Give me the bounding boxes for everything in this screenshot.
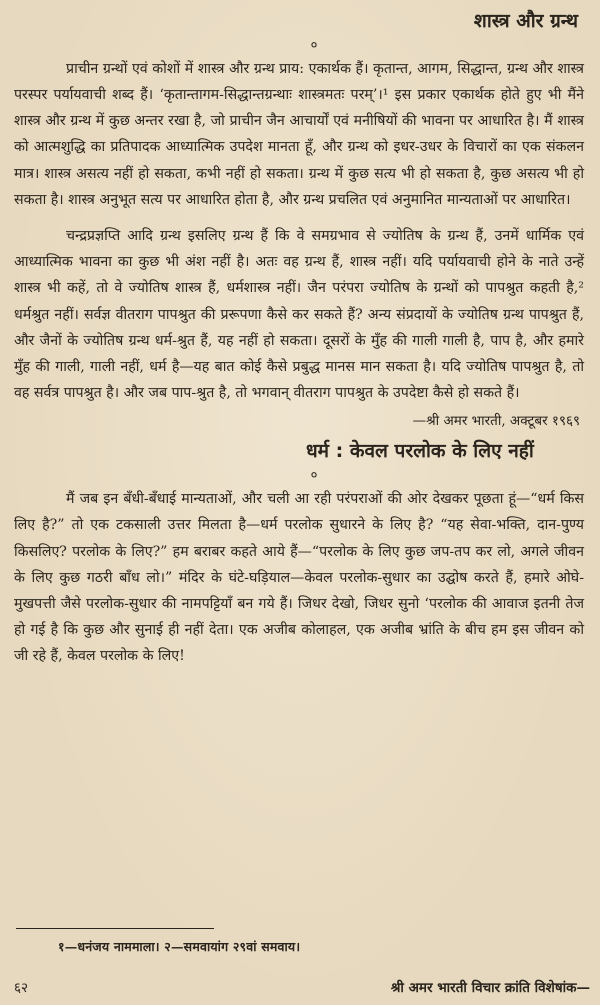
paragraph-3: मैं जब इन बँधी-बँधाई मान्यताओं, और चली आ रही परंपराओं की ओर देखकर पूछता हूं—“धर्म किस लिए है?” तो एक टकसाली उत्तर मिलता है—धर्म परलोक सुधारने के लिए है? “यह सेवा-भक्ति, दान-पुण्य किसलिए? परलोक के लिए?” हम बराबर कहते आये हैं—“परलोक के लिए कुछ जप-तप कर लो, अगले जीवन के लिए कुछ गठरी बाँध लो।” मंदिर के घंटे-घड़ियाल—केवल परलोक-सुधार का उद्घोष करते हैं, हमारे ओघे-मुखपत्ती जैसे परलोक-सुधार की नामपट्टियाँ बन गये हैं। जिधर देखो, जिधर सुनो ‘परलोक की आवाज इतनी तेज हो गई है कि कुछ और सुनाई ही नहीं देता। एक अजीब कोलाहल, एक अजीब भ्रांति के बीच हम इस जीवन को जी रहे हैं, केवल परलोक के लिए!	[14, 491, 584, 665]
paragraph-2: चन्द्रप्रज्ञप्ति आदि ग्रन्थ इसलिए ग्रन्थ हैं कि वे समग्रभाव से ज्योतिष के ग्रन्थ हैं, उनमें धार्मिक एवं आध्यात्मिक भावना का कुछ भी अंश नहीं है। अतः वह ग्रन्थ हैं, शास्त्र नहीं। यदि पर्यायवाची होने के नाते उन्हें शास्त्र भी कहें, तो वे ज्योतिष शास्त्र हैं, धर्मशास्त्र नहीं। जैन परंपरा ज्योतिष के ग्रन्थों को पापश्रुत कहती है,² धर्मश्रुत नहीं। सर्वज्ञ वीतराग पापश्रुत की प्ररूपणा कैसे कर सकते हैं? अन्य संप्रदायों के ज्योतिष ग्रन्थ पापश्रुत हैं, और जैनों के ज्योतिष ग्रन्थ धर्म-श्रुत हैं, यह नहीं हो सकता। दूसरों के मुँह की गाली गाली है, पाप है, और हमारे मुँह की गाली, गाली नहीं, धर्म है—यह बात कोई कैसे प्रबुद्ध मानस मान सकता है। यदि ज्योतिष पापश्रुत है, तो वह सर्वत्र पापश्रुत है। और जब पाप-श्रुत है, तो भगवान् वीतराग पापश्रुत के उपदेष्टा कैसे हो सकते हैं।	[14, 228, 584, 402]
page-number: ६२	[14, 980, 29, 996]
paragraph-1: प्राचीन ग्रन्थों एवं कोशों में शास्त्र और ग्रन्थ प्राय: एकार्थक हैं। कृतान्त, आगम, सिद्धान्त, ग्रन्थ और शास्त्र परस्पर पर्यायवाची शब्द हैं। ‘कृतान्तागम-सिद्धान्तग्रन्थाः शास्त्रमतः परम्’।¹ इस प्रकार एकार्थक होते हुए भी मैंने शास्त्र और ग्रन्थ में कुछ अन्तर रखा है, जो प्राचीन जैन आचार्यों एवं मनीषियों की भावना पर आधारित है। मैं शास्त्र को आत्मशुद्धि का प्रतिपादक आध्यात्मिक उपदेश मानता हूँ, और ग्रन्थ को इधर-उधर के विचारों का एक संकलन मात्र। शास्त्र असत्य नहीं हो सकता, कभी नहीं हो सकता। ग्रन्थ में कुछ सत्य भी हो सकता है, कुछ असत्य भी हो सकता है। शास्त्र अनुभूत सत्य पर आधारित होता है, और ग्रन्थ प्रचलित एवं अनुमानित मान्यताओं पर आधारित।	[14, 60, 584, 208]
page-footer	[14, 978, 590, 996]
footnote: १—धनंजय नाममाला। २—समवायांग २९वां समवाय।	[58, 939, 301, 954]
signature-attribution: —श्री अमर भारती, अक्टूबर १९६९	[412, 413, 580, 430]
ornament-1: ०	[310, 37, 318, 53]
section-title-dharma: धर्म : केवल परलोक के लिए नहीं	[306, 440, 534, 463]
running-footer-title: श्री अमर भारती विचार क्रांति विशेषांक—	[390, 980, 590, 996]
ornament-2: ०	[310, 468, 318, 484]
footnote-divider	[16, 928, 214, 929]
section-title-shastra-granth: शास्त्र और ग्रन्थ	[473, 10, 578, 32]
section-2-header	[14, 440, 584, 482]
